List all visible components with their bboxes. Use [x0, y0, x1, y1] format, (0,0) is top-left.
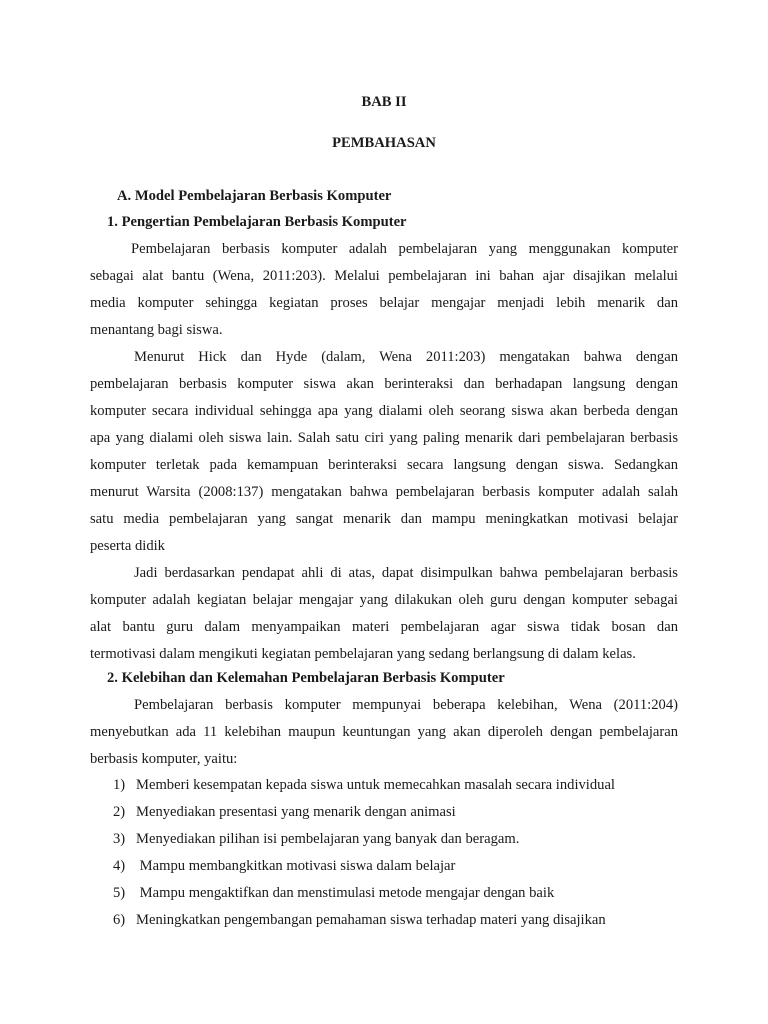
list-item-number: 1)	[113, 777, 126, 793]
para1-line: Pembelajaran berbasis komputer adalah pembelajaran yang menggunakan komputer	[131, 241, 678, 257]
para3-line: Jadi berdasarkan pendapat ahli di atas, dapat disimpulkan bahwa pembelajaran berbasis	[134, 565, 678, 581]
para3-line: alat bantu guru dalam menyampaikan materi pembelajaran agar siswa tidak bosan dan	[90, 619, 678, 635]
section-a-heading: A. Model Pembelajaran Berbasis Komputer	[117, 188, 392, 204]
list-item: Mampu membangkitkan motivasi siswa dalam belajar	[136, 858, 456, 874]
chapter-title: PEMBAHASAN	[332, 135, 436, 151]
para2-line: apa yang dialami oleh siswa lain. Salah satu ciri yang paling menarik dari pembelajaran berbasis	[90, 430, 678, 446]
list-item-number: 3)	[113, 831, 126, 847]
list-item-number: 5)	[113, 885, 126, 901]
list-item: Menyediakan pilihan isi pembelajaran yang banyak dan beragam.	[136, 831, 520, 847]
para4-line: berbasis komputer, yaitu:	[90, 751, 238, 767]
para1-line: media komputer sehingga kegiatan proses belajar mengajar menjadi lebih menarik dan	[90, 295, 678, 311]
chapter-label: BAB II	[361, 94, 407, 110]
list-item: Memberi kesempatan kepada siswa untuk memecahkan masalah secara individual	[136, 777, 615, 793]
list-item: Mampu mengaktifkan dan menstimulasi metode mengajar dengan baik	[136, 885, 555, 901]
para2-line: komputer secara individual sehingga apa yang dialami oleh seorang siswa akan berbeda dengan	[90, 403, 678, 419]
list-item: Meningkatkan pengembangan pemahaman siswa terhadap materi yang disajikan	[136, 912, 606, 928]
para1-line: sebagai alat bantu (Wena, 2011:203). Melalui pembelajaran ini bahan ajar disajikan melalui	[90, 268, 678, 284]
para2-line: pembelajaran berbasis komputer siswa akan berinteraksi dan berhadapan langsung dengan	[90, 376, 678, 392]
para2-line: peserta didik	[90, 538, 165, 554]
list-item-number: 2)	[113, 804, 126, 820]
list-item-number: 6)	[113, 912, 126, 928]
para4-line: Pembelajaran berbasis komputer mempunyai beberapa kelebihan, Wena (2011:204)	[134, 697, 678, 713]
list-item-number: 4)	[113, 858, 126, 874]
para3-line: termotivasi dalam mengikuti kegiatan pembelajaran yang sedang berlangsung di dalam kelas.	[90, 646, 636, 662]
para4-line: menyebutkan ada 11 kelebihan maupun keuntungan yang akan diperoleh dengan pembelajaran	[90, 724, 678, 740]
subsection-1-heading: 1. Pengertian Pembelajaran Berbasis Komputer	[107, 214, 407, 230]
list-item: Menyediakan presentasi yang menarik dengan animasi	[136, 804, 456, 820]
para2-line: menurut Warsita (2008:137) mengatakan bahwa pembelajaran berbasis komputer adalah salah	[90, 484, 678, 500]
subsection-2-heading: 2. Kelebihan dan Kelemahan Pembelajaran Berbasis Komputer	[107, 670, 505, 686]
para2-line: Menurut Hick dan Hyde (dalam, Wena 2011:203) mengatakan bahwa dengan	[134, 349, 678, 365]
para3-line: komputer adalah kegiatan belajar mengajar yang dilakukan oleh guru dengan komputer sebagai	[90, 592, 678, 608]
para2-line: satu media pembelajaran yang sangat menarik dan mampu meningkatkan motivasi belajar	[90, 511, 678, 527]
para2-line: komputer terletak pada kemampuan berinteraksi secara langsung dengan siswa. Sedangkan	[90, 457, 678, 473]
para1-line: menantang bagi siswa.	[90, 322, 223, 338]
